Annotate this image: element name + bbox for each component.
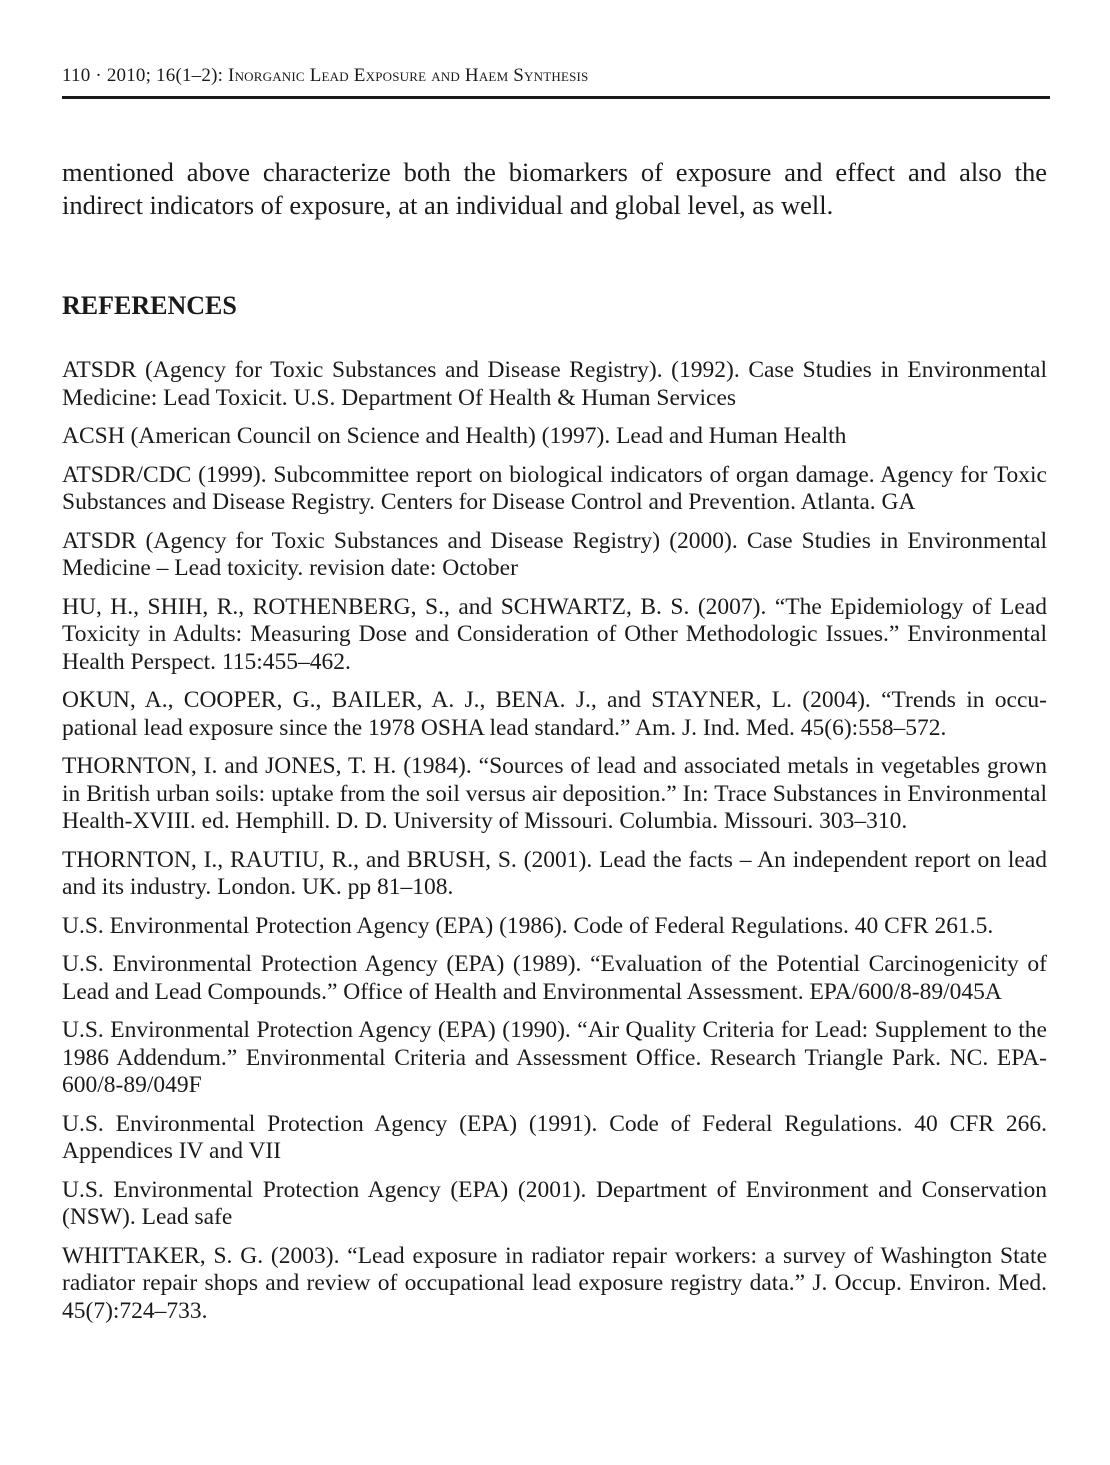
reference-item: HU, H., SHIH, R., ROTHENBERG, S., and SCHWARTZ, B. S. (2007). “The Epidemiology of Lead Toxicity in Adults: Measuring Dose and Consideration of Other Methodologic Issues.” Environmental Health Perspect. 115:455–462. — [62, 593, 1047, 675]
reference-item: U.S. Environmental Protection Agency (EPA) (1991). Code of Federal Regulations. 40 CFR 266. Appendices IV and VII — [62, 1110, 1047, 1164]
reference-item: OKUN, A., COOPER, G., BAILER, A. J., BENA. J., and STAYNER, L. (2004). “Trends in occupational lead exposure since the 1978 OSHA lead standard.” Am. J. Ind. Med. 45(6):558–572. — [62, 687, 1047, 741]
header-page-info: 110 · 2010; 16(1–2): — [62, 65, 229, 86]
reference-item: U.S. Environmental Protection Agency (EPA) (2001). Department of Environment and Conservation (NSW). Lead safe — [62, 1176, 1047, 1230]
reference-item: THORNTON, I., RAUTIU, R., and BRUSH, S. (2001). Lead the facts – An independent report on lead and its industry. London. UK. pp 81–108. — [62, 846, 1047, 900]
references-heading: REFERENCES — [62, 291, 237, 320]
reference-item: ACSH (American Council on Science and Health) (1997). Lead and Human Health — [62, 423, 847, 449]
header-article-title: Inorganic Lead Exposure and Haem Synthesis — [228, 65, 589, 86]
reference-item: WHITTAKER, S. G. (2003). “Lead exposure in radiator repair workers: a survey of Washington State radiator repair shops and review of occupational lead exposure registry data.” J. Occup. Environ. Med. 45(7):724–733. — [62, 1242, 1047, 1324]
reference-item: THORNTON, I. and JONES, T. H. (1984). “Sources of lead and associated metals in vegetables grown in British urban soils: uptake from the soil versus air deposition.” In: Trace Substances in Environmental Health-XVIII. ed. Hemphill. D. D. University of Missouri. Columbia. Missouri. 303–310. — [62, 753, 1047, 834]
reference-item: ATSDR (Agency for Toxic Substances and Disease Registry) (2000). Case Studies in Environmental Medicine – Lead toxicity. revision date: October — [62, 527, 1047, 581]
reference-item: ATSDR (Agency for Toxic Substances and Disease Registry). (1992). Case Studies in Environmental Medicine: Lead Toxicit. U.S. Department Of Health & Human Services — [62, 357, 1047, 411]
header-rule — [62, 96, 1050, 99]
reference-item: U.S. Environmental Protection Agency (EPA) (1989). “Evaluation of the Potential Carcinogenicity of Lead and Lead Compounds.” Office of Health and Environmental Assessment. EPA/600/8-89/045A — [62, 951, 1047, 1005]
reference-item: U.S. Environmental Protection Agency (EPA) (1986). Code of Federal Regulations. 40 CFR 261.5. — [62, 912, 994, 939]
running-header — [62, 64, 1050, 88]
reference-item: U.S. Environmental Protection Agency (EPA) (1990). “Air Quality Criteria for Lead: Supplement to the 1986 Addendum.” Environmental Criteria and Assessment Office. Research Triangle Park. NC. EPA-600/8-89/049F — [62, 1017, 1047, 1098]
intro-paragraph: mentioned above characterize both the biomarkers of exposure and effect and also the indirect indicators of exposure, at an individual and global level, as well. — [62, 157, 1047, 220]
references-list — [62, 357, 1047, 1336]
reference-item: ATSDR/CDC (1999). Subcommittee report on biological indicators of organ damage. Agency for Toxic Substances and Disease Registry. Centers for Disease Control and Prevention. Atlanta. GA — [62, 461, 1047, 515]
